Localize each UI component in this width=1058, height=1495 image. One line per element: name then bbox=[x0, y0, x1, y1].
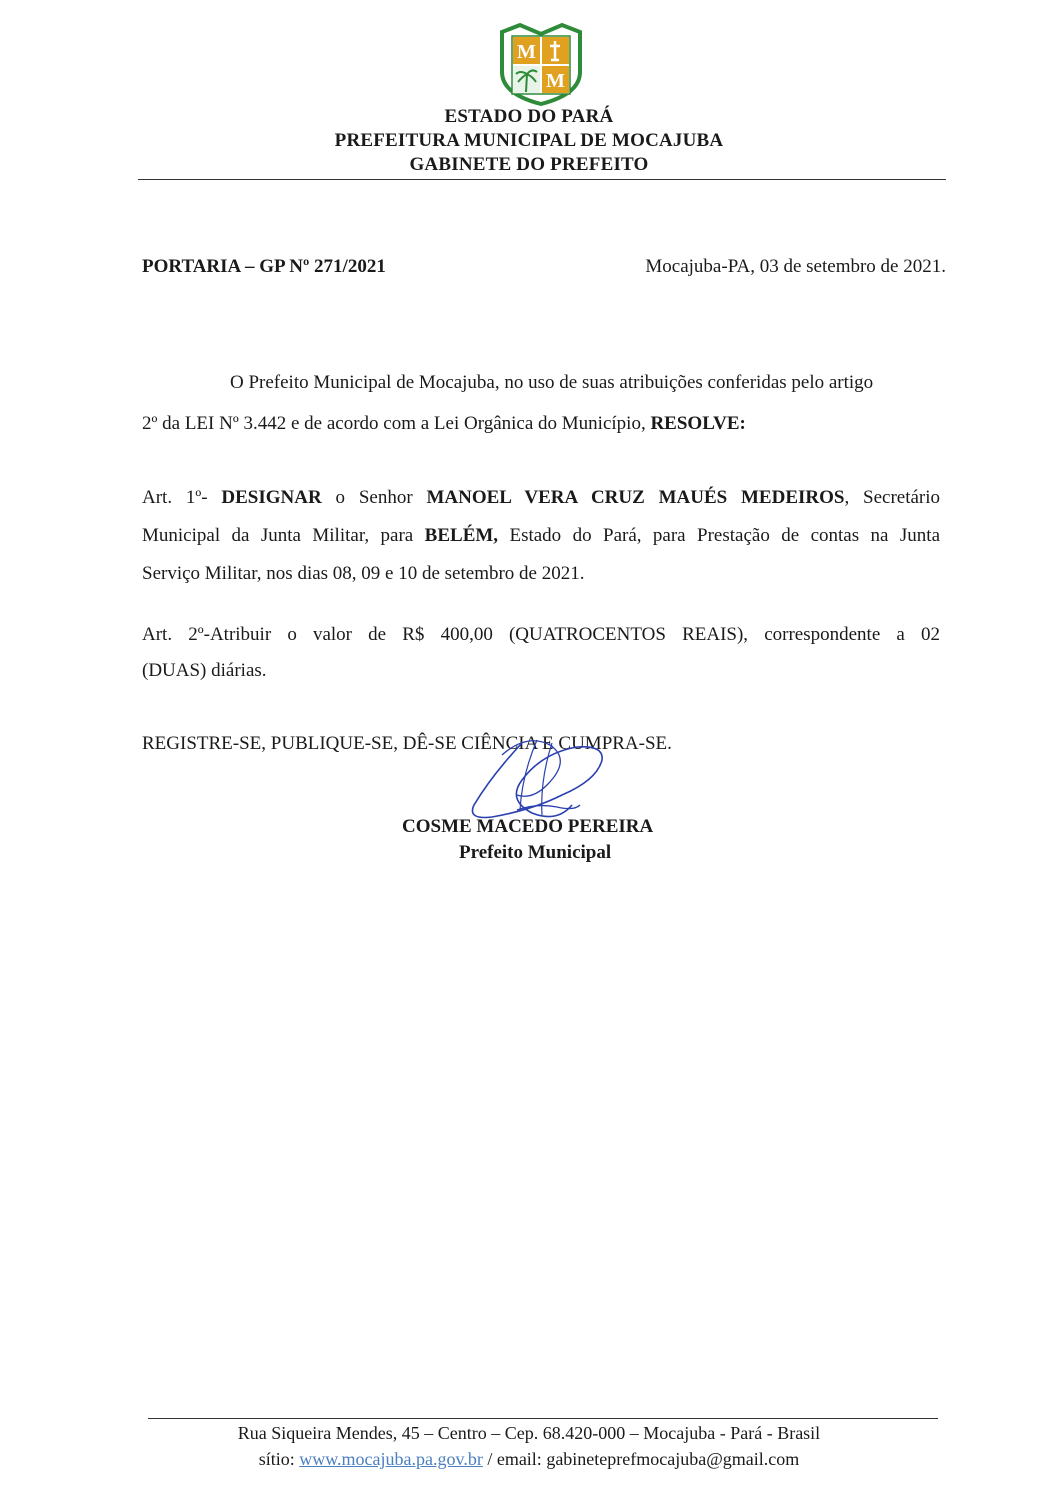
email-address: gabineteprefmocajuba@gmail.com bbox=[546, 1449, 800, 1469]
site-label: sítio: bbox=[258, 1449, 300, 1469]
header-municipality: PREFEITURA MUNICIPAL DE MOCAJUBA bbox=[334, 130, 724, 151]
art1-line-3: Serviço Militar, nos dias 08, 09 e 10 de setembro de 2021. bbox=[142, 563, 585, 584]
art2-line-2: (DUAS) diárias. bbox=[142, 660, 267, 681]
footer-address: Rua Siqueira Mendes, 45 – Centro – Cep. 68.420-000 – Mocajuba - Pará - Brasil bbox=[237, 1423, 821, 1443]
art1-city: BELÉM, bbox=[424, 525, 499, 546]
footer-contact bbox=[0, 1449, 1058, 1470]
art1-prefix: Art. 1º- bbox=[142, 487, 222, 508]
crest-letter-1: M bbox=[517, 41, 536, 63]
signatory-name: COSME MACEDO PEREIRA bbox=[402, 816, 654, 837]
email-label: / email: bbox=[482, 1449, 547, 1469]
intro-line-1: O Prefeito Municipal de Mocajuba, no uso de suas atribuições conferidas pelo artigo bbox=[230, 372, 874, 393]
footer-divider bbox=[148, 1418, 938, 1419]
art1-line2-a: Municipal da Junta Militar, para bbox=[142, 525, 425, 546]
closing-statement: REGISTRE-SE, PUBLIQUE-SE, DÊ-SE CIÊNCIA E CUMPRA-SE. bbox=[142, 733, 672, 754]
art1-name: MANOEL VERA CRUZ MAUÉS MEDEIROS bbox=[426, 487, 845, 508]
resolve-keyword: RESOLVE: bbox=[650, 413, 746, 434]
art1-text-b: , Secretário bbox=[844, 487, 941, 508]
header-state: ESTADO DO PARÁ bbox=[444, 106, 614, 127]
municipal-crest-icon bbox=[498, 22, 584, 106]
signatory-role: Prefeito Municipal bbox=[459, 842, 612, 863]
portaria-number: PORTARIA – GP Nº 271/2021 bbox=[142, 256, 386, 277]
site-link[interactable]: www.mocajuba.pa.gov.br bbox=[299, 1449, 483, 1469]
place-date: Mocajuba-PA, 03 de setembro de 2021. bbox=[645, 256, 946, 277]
header-office: GABINETE DO PREFEITO bbox=[409, 154, 649, 175]
intro-text: 2º da LEI Nº 3.442 e de acordo com a Lei Orgânica do Município, bbox=[142, 413, 651, 434]
art1-text-a: o Senhor bbox=[321, 487, 427, 508]
art1-verb: DESIGNAR bbox=[221, 487, 322, 508]
art2-line-1: Art. 2º-Atribuir o valor de R$ 400,00 (QUATROCENTOS REAIS), correspondente a 02 bbox=[142, 624, 940, 645]
art1-line-1 bbox=[142, 487, 940, 509]
intro-line-2 bbox=[142, 413, 746, 435]
crest-letter-2: M bbox=[546, 70, 565, 92]
art1-line-2 bbox=[142, 525, 940, 547]
art1-line2-b: Estado do Pará, para Prestação de contas na Junta bbox=[498, 525, 940, 546]
header-divider bbox=[138, 179, 946, 180]
